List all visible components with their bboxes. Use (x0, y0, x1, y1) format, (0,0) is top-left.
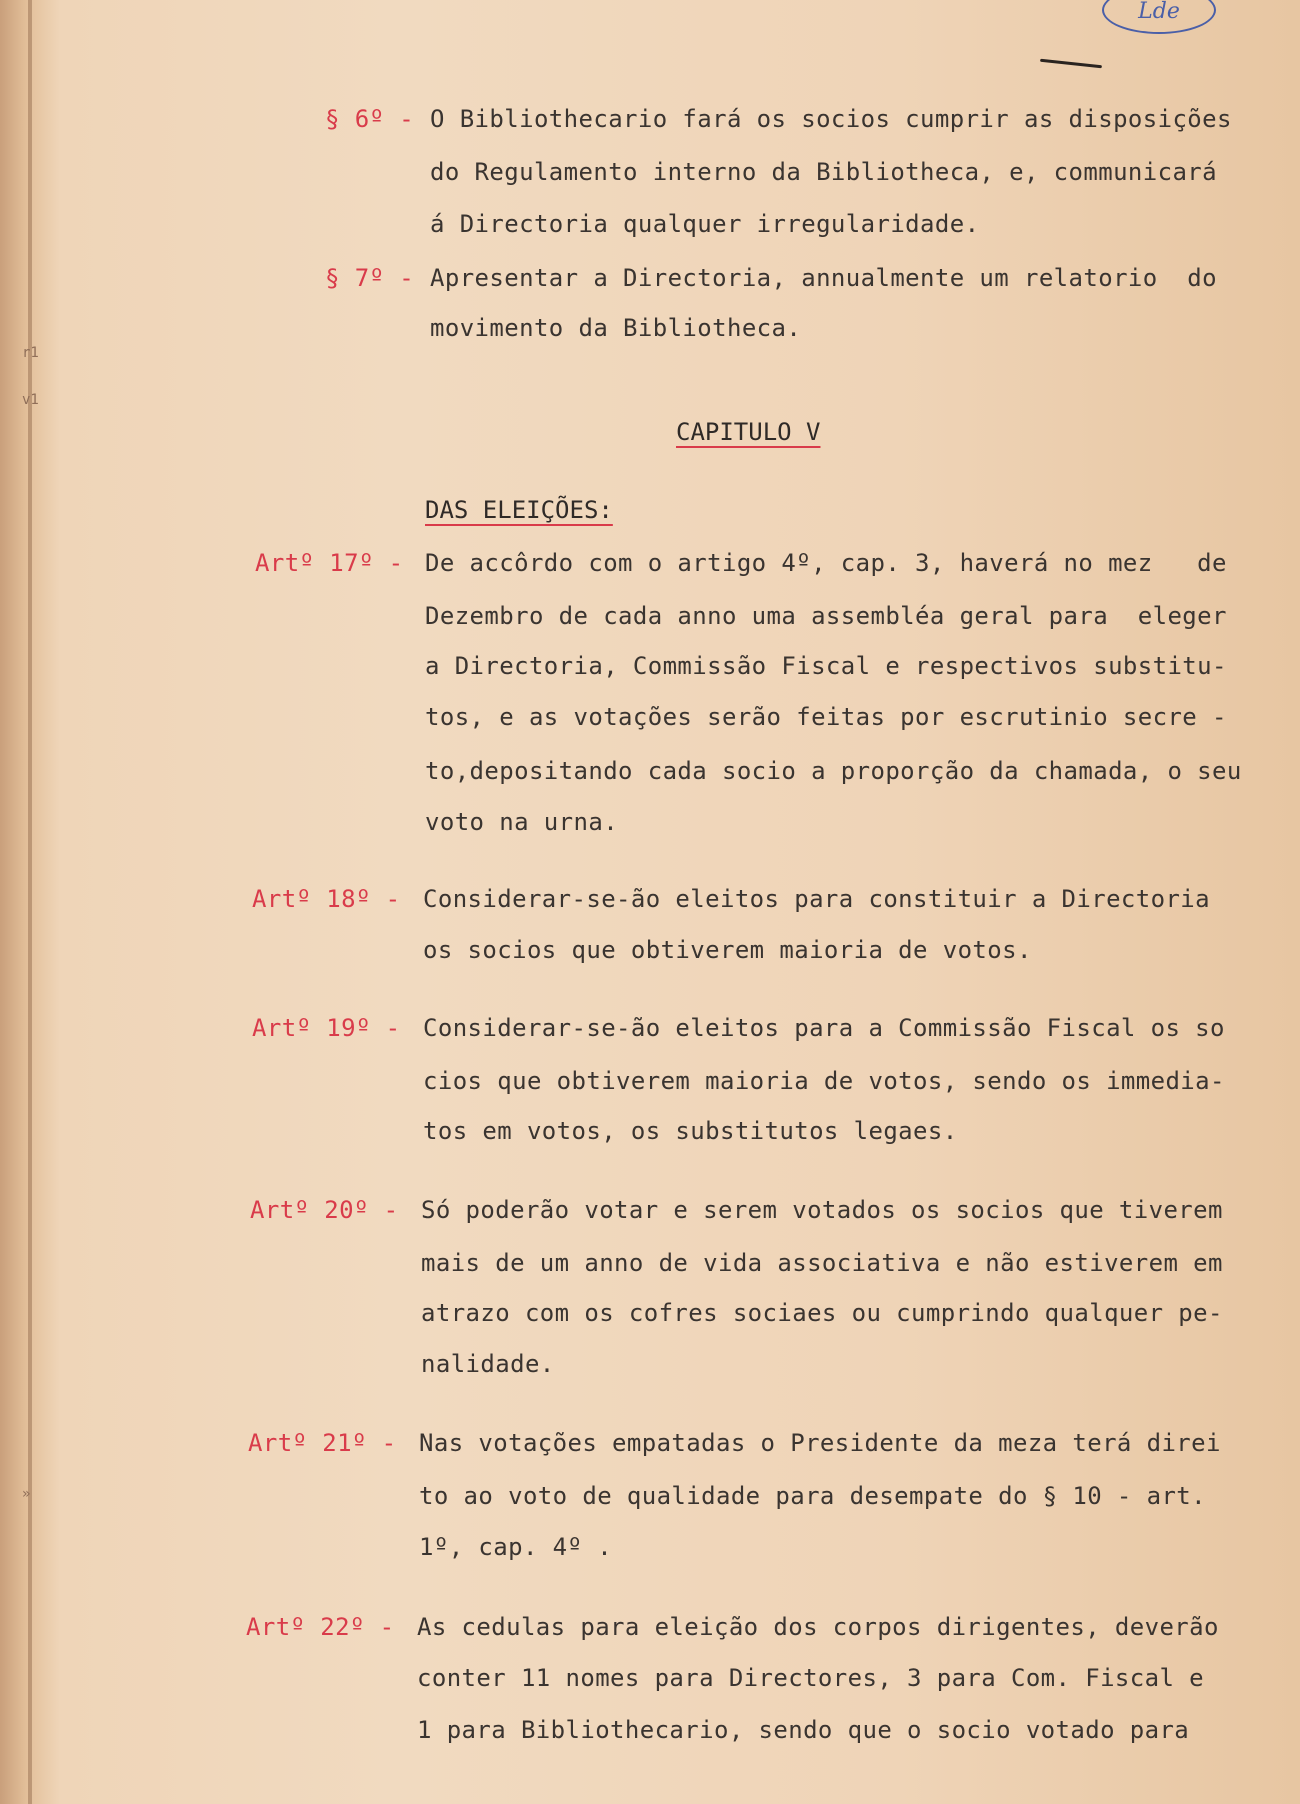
section-line: O Bibliothecario fará os socios cumprir as disposições (430, 105, 1232, 133)
article-line: atrazo com os cofres sociaes ou cumprindo qualquer pe- (421, 1299, 1223, 1327)
article-line: 1 para Bibliothecario, sendo que o socio votado para (417, 1716, 1190, 1744)
article-line: As cedulas para eleição dos corpos dirigentes, deverão (417, 1613, 1219, 1641)
article-line: De accôrdo com o artigo 4º, cap. 3, haverá no mez de (425, 549, 1227, 577)
article-line: a Directoria, Commissão Fiscal e respectivos substitu- (425, 652, 1227, 680)
section-line: Apresentar a Directoria, annualmente um relatorio do (430, 264, 1218, 292)
chapter-subtitle: DAS ELEIÇÕES: (425, 496, 613, 524)
margin-mark: v1 (22, 392, 39, 408)
article-line: to ao voto de qualidade para desempate do § 10 - art. (419, 1482, 1207, 1510)
article-line: tos, e as votações serão feitas por escrutinio secre - (425, 703, 1227, 731)
section-label: § 6º - (325, 105, 415, 133)
article-line: Considerar-se-ão eleitos para a Commissão Fiscal os so (423, 1014, 1225, 1042)
article-line: os socios que obtiverem maioria de votos. (423, 936, 1032, 964)
article-line: Considerar-se-ão eleitos para constituir a Directoria (423, 885, 1211, 913)
article-label: Artº 19º - (252, 1014, 401, 1042)
binding-edge (28, 0, 32, 1804)
article-line: Dezembro de cada anno uma assembléa geral para eleger (425, 602, 1227, 630)
margin-mark: » (22, 1486, 31, 1502)
article-line: cios que obtiverem maioria de votos, sendo os immedia- (423, 1067, 1225, 1095)
article-line: 1º, cap. 4º . (419, 1533, 613, 1561)
article-label: Artº 20º - (250, 1196, 399, 1224)
margin-mark: r1 (22, 345, 39, 361)
article-line: voto na urna. (425, 808, 619, 836)
article-label: Artº 21º - (248, 1429, 397, 1457)
section-line: do Regulamento interno da Bibliotheca, e, communicará (430, 158, 1218, 186)
article-label: Artº 17º - (255, 549, 404, 577)
section-line: á Directoria qualquer irregularidade. (430, 210, 980, 238)
article-line: conter 11 nomes para Directores, 3 para Com. Fiscal e (417, 1664, 1205, 1692)
archive-stamp: Lde (1102, 0, 1216, 34)
article-label: Artº 18º - (252, 885, 401, 913)
chapter-title: CAPITULO V (676, 418, 821, 446)
section-label: § 7º - (325, 264, 415, 292)
section-line: movimento da Bibliotheca. (430, 314, 802, 342)
article-line: Nas votações empatadas o Presidente da meza terá direi (419, 1429, 1221, 1457)
article-line: nalidade. (421, 1350, 555, 1378)
article-line: Só poderão votar e serem votados os socios que tiverem (421, 1196, 1223, 1224)
article-line: tos em votos, os substitutos legaes. (423, 1117, 958, 1145)
article-line: to,depositando cada socio a proporção da chamada, o seu (425, 757, 1242, 785)
article-label: Artº 22º - (246, 1613, 395, 1641)
pen-stroke (1040, 59, 1102, 68)
article-line: mais de um anno de vida associativa e não estiverem em (421, 1249, 1223, 1277)
